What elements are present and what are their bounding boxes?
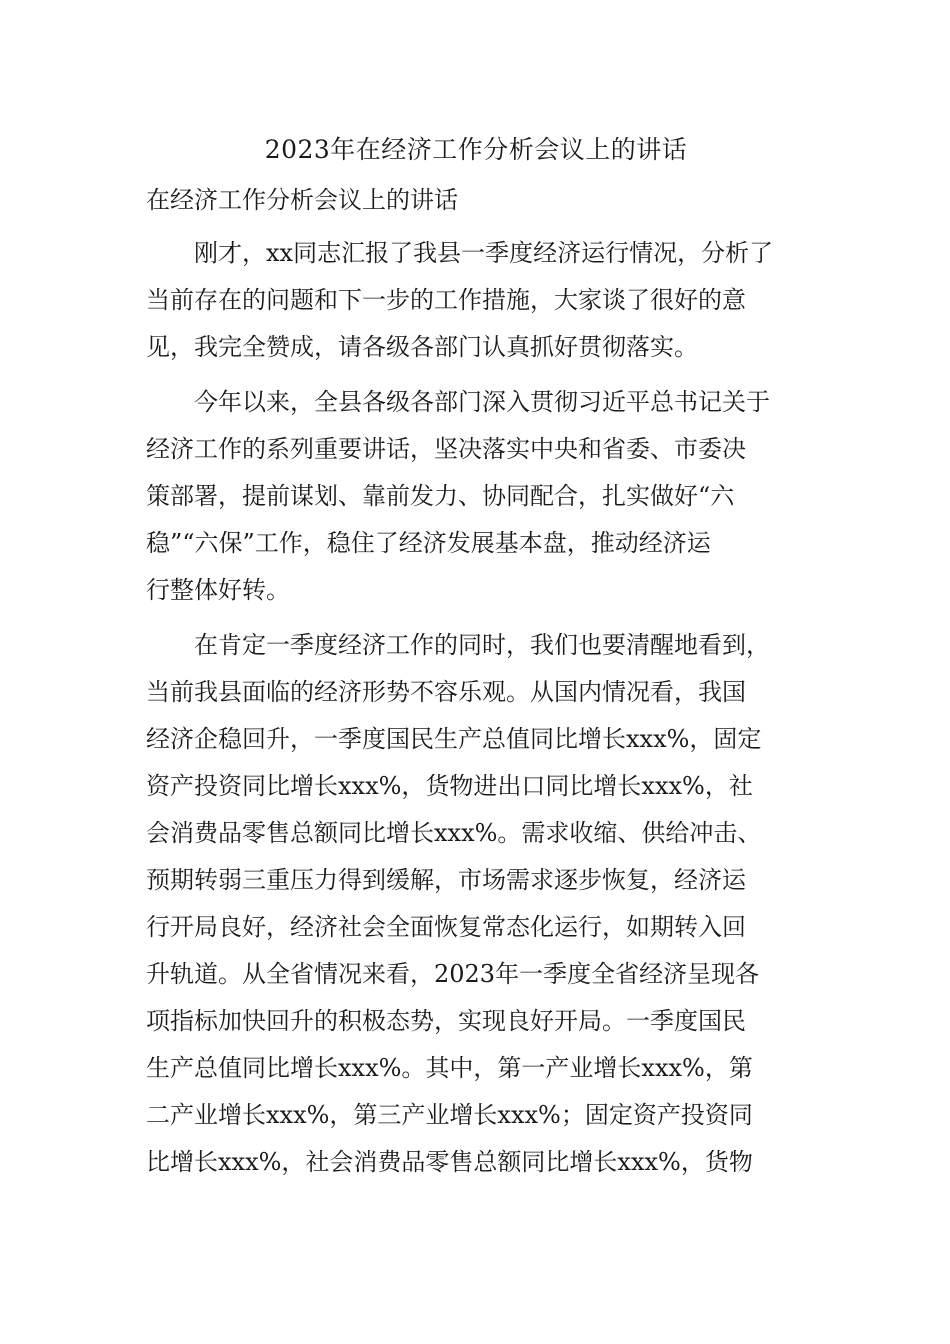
paragraph-line: 经济工作的系列重要讲话，坚决落实中央和省委、市委决 — [146, 435, 746, 463]
paragraph-line: 见，我完全赞成，请各级各部门认真抓好贯彻落实。 — [146, 333, 698, 361]
document-content — [146, 130, 806, 1194]
paragraph-1 — [146, 230, 806, 371]
document-body — [146, 230, 806, 1186]
paragraph-line: 会消费品零售总额同比增长xxx%。需求收缩、供给冲击、 — [146, 819, 762, 847]
paragraph-line: 行整体好转。 — [146, 576, 290, 604]
paragraph-line: 项指标加快回升的积极态势，实现良好开局。一季度国民 — [146, 1007, 746, 1035]
paragraph-line: 资产投资同比增长xxx%，货物进出口同比增长xxx%，社 — [146, 772, 753, 800]
paragraph-3 — [146, 622, 806, 1186]
document-title: 2023年在经济工作分析会议上的讲话 — [264, 135, 688, 164]
paragraph-line: 二产业增长xxx%，第三产业增长xxx%；固定资产投资同 — [146, 1101, 753, 1129]
paragraph-line: 策部署，提前谋划、靠前发力、协同配合，扎实做好“六 — [146, 482, 735, 510]
paragraph-line: 比增长xxx%，社会消费品零售总额同比增长xxx%，货物 — [146, 1148, 753, 1176]
paragraph-line: 当前存在的问题和下一步的工作措施，大家谈了很好的意 — [146, 286, 746, 314]
paragraph-line: 今年以来，全县各级各部门深入贯彻习近平总书记关于 — [194, 388, 770, 416]
paragraph-line: 当前我县面临的经济形势不容乐观。从国内情况看，我国 — [146, 678, 746, 706]
paragraph-line: 经济企稳回升，一季度国民生产总值同比增长xxx%，固定 — [146, 725, 762, 753]
paragraph-line: 升轨道。从全省情况来看，2023年一季度全省经济呈现各 — [146, 960, 760, 988]
paragraph-line: 行开局良好，经济社会全面恢复常态化运行，如期转入回 — [146, 913, 746, 941]
paragraph-2 — [146, 379, 806, 614]
paragraph-line: 预期转弱三重压力得到缓解，市场需求逐步恢复，经济运 — [146, 866, 746, 894]
paragraph-line: 刚才，xx同志汇报了我县一季度经济运行情况，分析了 — [194, 239, 774, 267]
paragraph-line: 在肯定一季度经济工作的同时，我们也要清醒地看到， — [194, 631, 770, 659]
document-subtitle: 在经济工作分析会议上的讲话 — [146, 186, 458, 214]
paragraph-line: 生产总值同比增长xxx%。其中，第一产业增长xxx%，第 — [146, 1054, 753, 1082]
paragraph-line: 稳”“六保”工作，稳住了经济发展基本盘，推动经济运 — [146, 529, 711, 557]
